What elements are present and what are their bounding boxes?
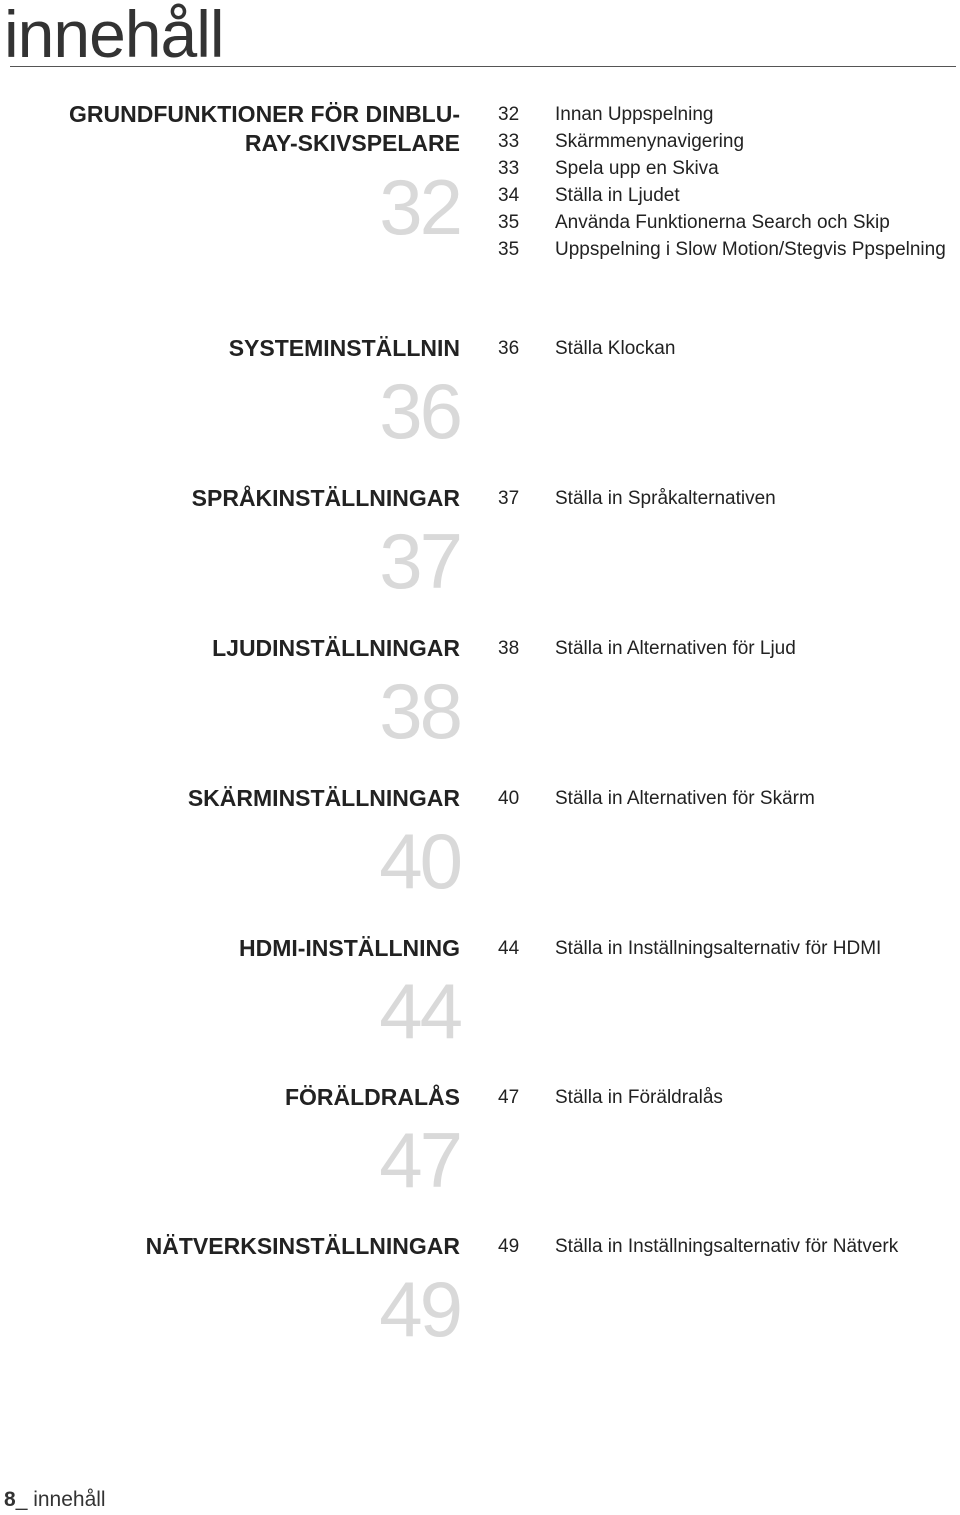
section-title: GRUNDFUNKTIONER FÖR DINBLU- RAY-SKIVSPELARE (69, 101, 460, 156)
entry-page-number: 35 (498, 212, 520, 233)
entry-page-number: 37 (498, 488, 520, 509)
entry-page-number: 32 (498, 104, 520, 125)
section-title: LJUDINSTÄLLNINGAR (212, 635, 460, 661)
entry-page-number: 35 (498, 239, 520, 260)
section-entries (498, 634, 948, 661)
toc-entry[interactable] (498, 100, 948, 127)
entry-text: Skärmmenynavigering (555, 131, 745, 152)
section-title: SPRÅKINSTÄLLNINGAR (191, 485, 460, 511)
entry-text: Ställa in Alternativen för Ljud (555, 638, 796, 659)
entry-text: Ställa in Inställningsalternativ för Nätverk (555, 1236, 899, 1257)
section-title: NÄTVERKSINSTÄLLNINGAR (145, 1233, 460, 1259)
section-page-number: 38 (379, 667, 460, 755)
toc-entry[interactable] (498, 1232, 948, 1259)
section-entries (498, 784, 948, 811)
entry-text: Ställa in Ljudet (555, 185, 680, 206)
toc-entry[interactable] (498, 784, 948, 811)
entry-page-number: 44 (498, 938, 520, 959)
section-title: SYSTEMINSTÄLLNIN (228, 335, 460, 361)
section-page-number: 44 (379, 967, 460, 1055)
section-page-number: 32 (379, 163, 460, 251)
section-page-number: 37 (379, 517, 460, 605)
section-entries (498, 1083, 948, 1110)
entry-text: Innan Uppspelning (555, 104, 714, 125)
entry-page-number: 38 (498, 638, 520, 659)
section-entries (498, 334, 948, 361)
footer-page-number: 8 (4, 1488, 16, 1511)
toc-entry[interactable] (498, 208, 948, 235)
section-entries (498, 484, 948, 511)
entry-page-number: 34 (498, 185, 520, 206)
section-entries (498, 1232, 948, 1259)
entry-page-number: 33 (498, 131, 520, 152)
entry-text: Spela upp en Skiva (555, 158, 719, 179)
entry-page-number: 40 (498, 788, 520, 809)
page-title: innehåll (4, 0, 224, 71)
section-title: HDMI-INSTÄLLNING (238, 935, 460, 961)
toc-entry[interactable] (498, 1083, 948, 1110)
entry-page-number: 36 (498, 338, 520, 359)
section-entries (498, 100, 948, 262)
toc-entry[interactable] (498, 484, 948, 511)
toc-entry[interactable] (498, 634, 948, 661)
entry-text: Ställa Klockan (555, 338, 676, 359)
entry-page-number: 49 (498, 1236, 520, 1257)
toc-entry[interactable] (498, 127, 948, 154)
toc-entry[interactable] (498, 334, 948, 361)
toc-entry[interactable] (498, 934, 948, 961)
title-rule (10, 66, 956, 67)
section-page-number: 47 (379, 1116, 460, 1204)
toc-entry[interactable] (498, 154, 948, 181)
section-title: SKÄRMINSTÄLLNINGAR (187, 785, 460, 811)
entry-text: Ställa in Alternativen för Skärm (555, 788, 815, 809)
footer-label: _ innehåll (15, 1488, 106, 1511)
section-title: FÖRÄLDRALÅS (284, 1084, 460, 1110)
section-page-number: 49 (379, 1265, 460, 1353)
entry-text: Ställa in Språkalternativen (555, 488, 776, 509)
entry-page-number: 33 (498, 158, 520, 179)
entry-text: Ställa in Inställningsalternativ för HDMI (555, 938, 882, 959)
toc-entry[interactable] (498, 235, 948, 262)
section-page-number: 40 (379, 817, 460, 905)
section-entries (498, 934, 948, 961)
entry-text: Ställa in Föräldralås (555, 1087, 723, 1108)
page-footer (4, 1488, 106, 1512)
toc-entry[interactable] (498, 181, 948, 208)
entry-text: Uppspelning i Slow Motion/Stegvis Ppspelning (555, 239, 946, 260)
entry-page-number: 47 (498, 1087, 520, 1108)
entry-text: Använda Funktionerna Search och Skip (555, 212, 890, 233)
section-page-number: 36 (379, 367, 460, 455)
